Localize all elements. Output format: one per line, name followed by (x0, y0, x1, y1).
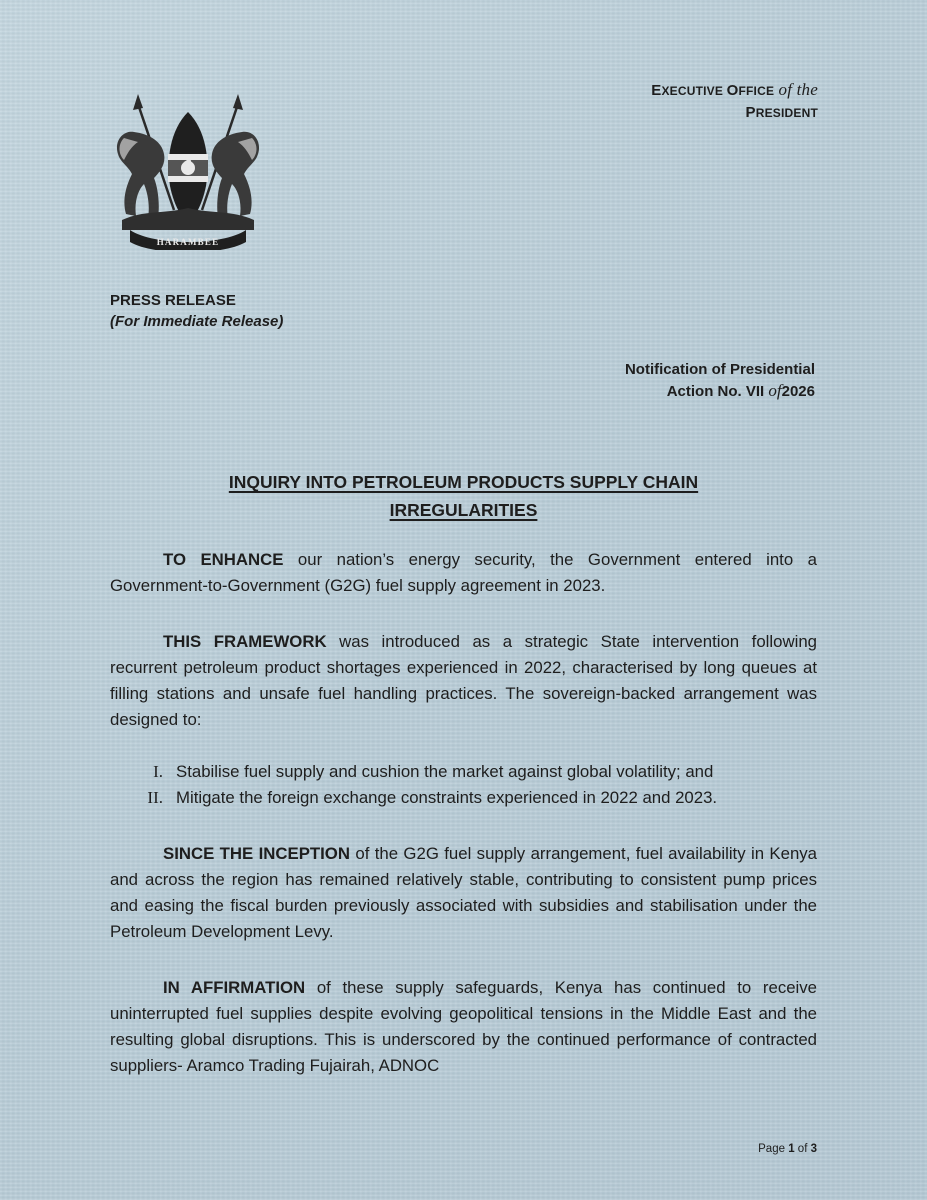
list-item (110, 759, 817, 785)
paragraph: IN AFFIRMATION of these supply safeguards, Kenya has continued to receive uninterrupted fuel supplies despite evolving geopolitical tensions in the Middle East and the resulting global disruptions. This is underscored by the continued performance of contracted suppliers- Aramco Trading Fujairah, ADNOC (110, 978, 817, 1075)
document-body (110, 547, 817, 1109)
press-release-title: PRESS RELEASE (110, 292, 236, 309)
list-item-text: Stabilise fuel supply and cushion the market against global volatility; and (176, 762, 714, 781)
list-item-text: Mitigate the foreign exchange constraints experienced in 2022 and 2023. (176, 788, 718, 807)
list-item-number: II. (147, 788, 163, 807)
list-item-number: I. (153, 762, 163, 781)
press-release-block (110, 290, 283, 332)
notification-block (625, 359, 815, 402)
kenya-coat-of-arms (104, 90, 272, 250)
list-item (110, 785, 817, 811)
office-of-the: of the (778, 80, 818, 99)
svg-text:HARAMBEE: HARAMBEE (156, 237, 220, 247)
office-header (651, 79, 818, 124)
office-line-2: PRESIDENT (745, 104, 818, 121)
paragraph: SINCE THE INCEPTION of the G2G fuel supply arrangement, fuel availability in Kenya and across the region has remained relatively stable, contributing to consistent pump prices and easing the fiscal burden previously associated with subsidies and stabilisation under the Petroleum Development Levy. (110, 844, 817, 941)
document-title-line-1: INQUIRY INTO PETROLEUM PRODUCTS SUPPLY CHAIN (228, 472, 699, 492)
notification-line-1: Notification of Presidential (624, 361, 815, 378)
notification-line-2: Action No. VII of2026 (666, 381, 815, 400)
objectives-list (110, 759, 817, 811)
document-title (110, 468, 817, 524)
office-line-1: EXECUTIVE OFFICE of the (651, 80, 818, 99)
document-title-line-2: IRREGULARITIES (389, 500, 538, 520)
press-release-subtitle: (For Immediate Release) (110, 313, 284, 330)
paragraph: TO ENHANCE our nation’s energy security, the Government entered into a Government-to-Government (G2G) fuel supply agreement in 2023. (110, 550, 817, 595)
page-number: Page 1 of 3 (758, 1143, 817, 1155)
paragraph: THIS FRAMEWORK was introduced as a strategic State intervention following recurrent petroleum product shortages experienced in 2022, characterised by long queues at filling stations and unsafe fuel handling practices. The sovereign-backed arrangement was designed to: (110, 632, 817, 729)
